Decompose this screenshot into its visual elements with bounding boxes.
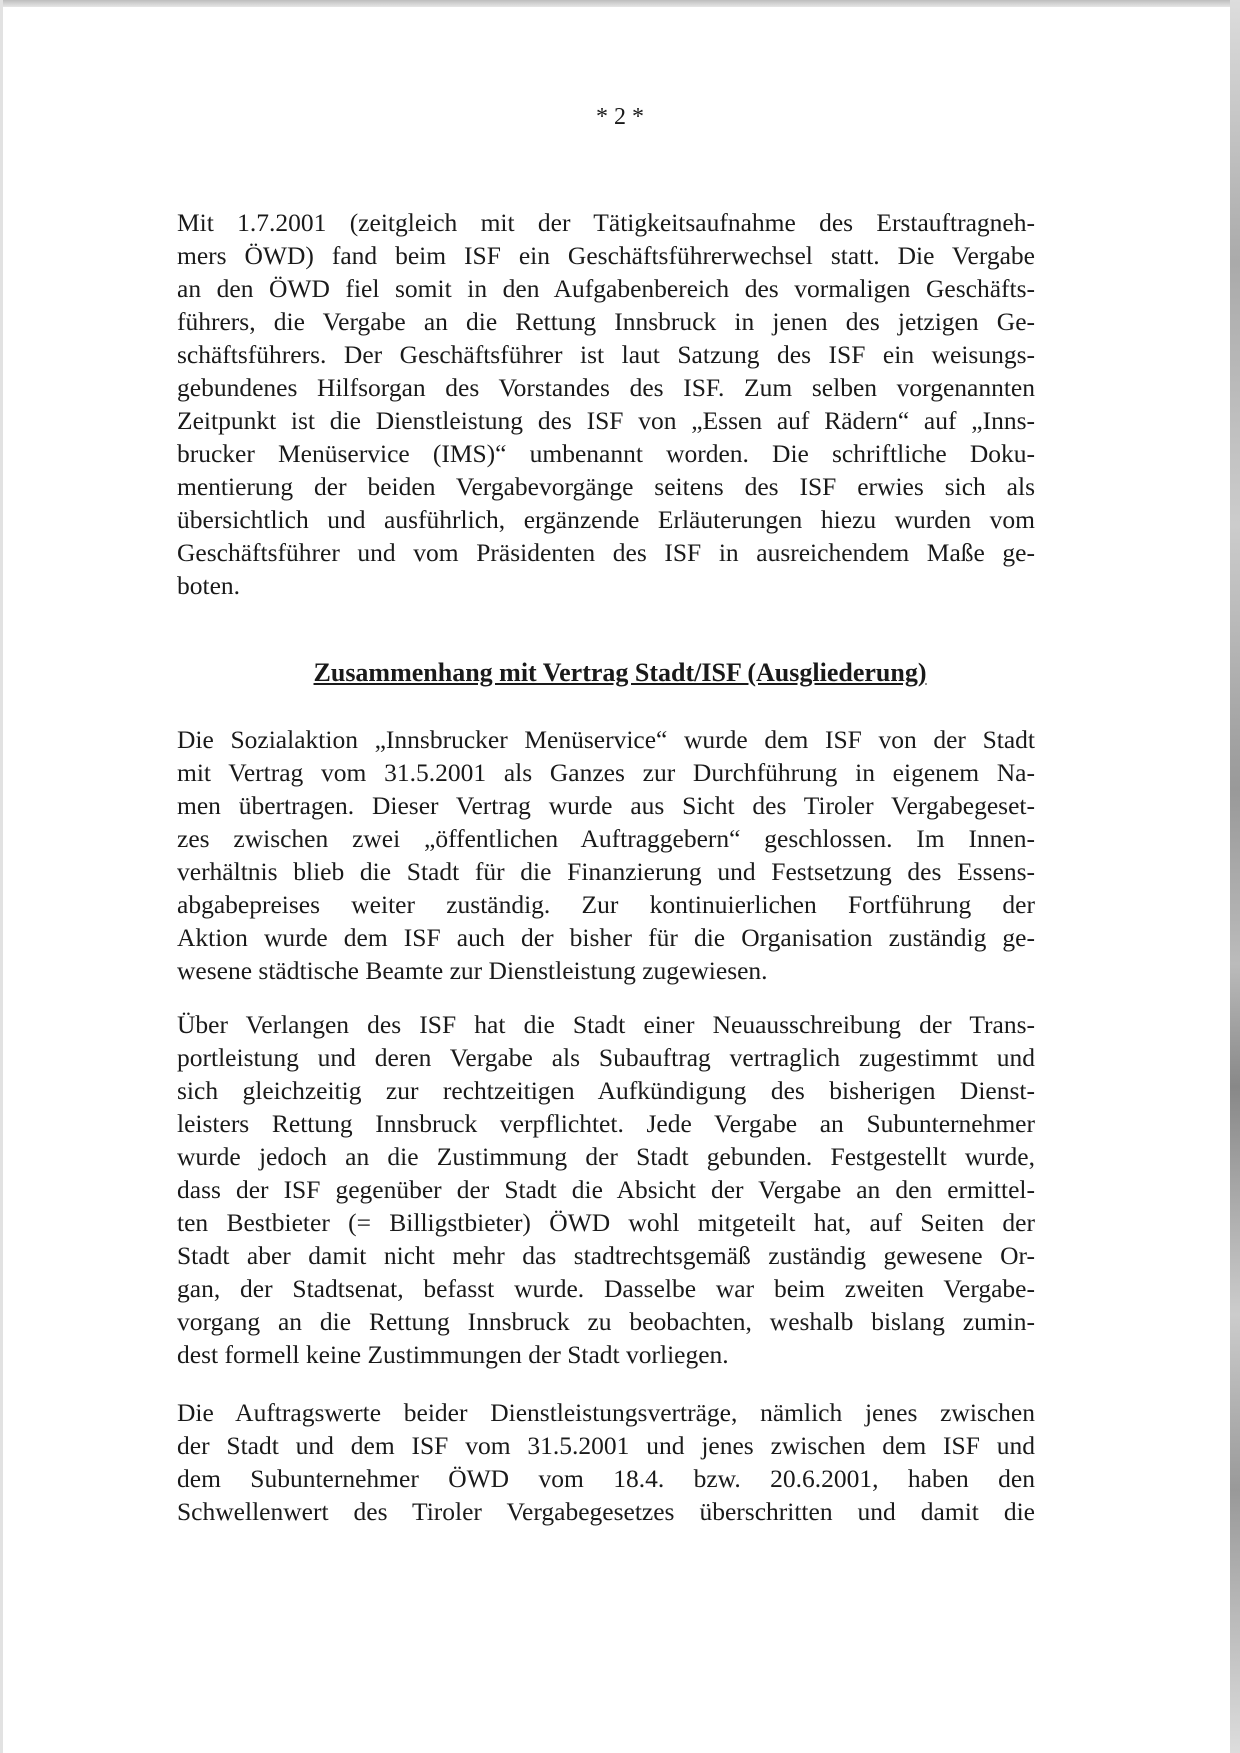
- text-line: Zeitpunkt ist die Dienstleistung des ISF von „Essen auf Rädern“ auf „Inns-: [177, 406, 1035, 435]
- text-line: Über Verlangen des ISF hat die Stadt einer Neuausschreibung der Trans-: [177, 1010, 1035, 1039]
- paragraph-4: [177, 1396, 1035, 1528]
- text-line: ten Bestbieter (= Billigstbieter) ÖWD wohl mitgeteilt hat, auf Seiten der: [177, 1208, 1035, 1237]
- text-line: Mit 1.7.2001 (zeitgleich mit der Tätigkeitsaufnahme des Erstauftragneh-: [177, 208, 1035, 237]
- scan-edge-top: [0, 0, 1240, 7]
- text-line: der Stadt und dem ISF vom 31.5.2001 und jenes zwischen dem ISF und: [177, 1431, 1035, 1460]
- text-line: an den ÖWD fiel somit in den Aufgabenbereich des vormaligen Geschäfts-: [177, 274, 1035, 303]
- text-line: abgabepreises weiter zuständig. Zur kontinuierlichen Fortführung der: [177, 890, 1035, 919]
- text-line: brucker Menüservice (IMS)“ umbenannt worden. Die schriftliche Doku-: [177, 439, 1035, 468]
- paragraph-3: [177, 1008, 1035, 1371]
- text-line: Aktion wurde dem ISF auch der bisher für die Organisation zuständig ge-: [177, 923, 1035, 952]
- text-line: übersichtlich und ausführlich, ergänzende Erläuterungen hiezu wurden vom: [177, 505, 1035, 534]
- text-line: Stadt aber damit nicht mehr das stadtrechtsgemäß zuständig gewesene Or-: [177, 1241, 1035, 1270]
- text-line: sich gleichzeitig zur rechtzeitigen Aufkündigung des bisherigen Dienst-: [177, 1076, 1035, 1105]
- text-line: Die Auftragswerte beider Dienstleistungsverträge, nämlich jenes zwischen: [177, 1398, 1035, 1427]
- text-line: verhältnis blieb die Stadt für die Finanzierung und Festsetzung des Essens-: [177, 857, 1035, 886]
- text-line: schäftsführers. Der Geschäftsführer ist laut Satzung des ISF ein weisungs-: [177, 340, 1035, 369]
- text-line: Die Sozialaktion „Innsbrucker Menüservice“ wurde dem ISF von der Stadt: [177, 725, 1035, 754]
- text-line: Schwellenwert des Tiroler Vergabegesetzes überschritten und damit die: [177, 1497, 1035, 1526]
- scan-edge-right: [1230, 0, 1240, 1753]
- paragraph-2: [177, 723, 1035, 987]
- text-line: gebundenes Hilfsorgan des Vorstandes des ISF. Zum selben vorgenannten: [177, 373, 1035, 402]
- text-line: zes zwischen zwei „öffentlichen Auftraggebern“ geschlossen. Im Innen-: [177, 824, 1035, 853]
- scan-edge-left: [0, 0, 3, 1753]
- text-line: vorgang an die Rettung Innsbruck zu beobachten, weshalb bislang zumin-: [177, 1307, 1035, 1336]
- text-line: dest formell keine Zustimmungen der Stadt vorliegen.: [177, 1340, 729, 1369]
- section-heading: Zusammenhang mit Vertrag Stadt/ISF (Ausgliederung): [313, 658, 927, 687]
- text-line: Geschäftsführer und vom Präsidenten des ISF in ausreichendem Maße ge-: [177, 538, 1035, 567]
- text-line: führers, die Vergabe an die Rettung Innsbruck in jenen des jetzigen Ge-: [177, 307, 1035, 336]
- text-line: gan, der Stadtsenat, befasst wurde. Dasselbe war beim zweiten Vergabe-: [177, 1274, 1035, 1303]
- text-line: dass der ISF gegenüber der Stadt die Absicht der Vergabe an den ermittel-: [177, 1175, 1035, 1204]
- text-line: mit Vertrag vom 31.5.2001 als Ganzes zur Durchführung in eigenem Na-: [177, 758, 1035, 787]
- text-line: wurde jedoch an die Zustimmung der Stadt gebunden. Festgestellt wurde,: [177, 1142, 1035, 1171]
- text-line: mentierung der beiden Vergabevorgänge seitens des ISF erwies sich als: [177, 472, 1035, 501]
- text-line: leisters Rettung Innsbruck verpflichtet. Jede Vergabe an Subunternehmer: [177, 1109, 1035, 1138]
- text-line: men übertragen. Dieser Vertrag wurde aus Sicht des Tiroler Vergabegeset-: [177, 791, 1035, 820]
- paragraph-1: [177, 206, 1035, 602]
- text-line: wesene städtische Beamte zur Dienstleistung zugewiesen.: [177, 956, 768, 985]
- text-line: portleistung und deren Vergabe als Subauftrag vertraglich zugestimmt und: [177, 1043, 1035, 1072]
- text-line: mers ÖWD) fand beim ISF ein Geschäftsführerwechsel statt. Die Vergabe: [177, 241, 1035, 270]
- text-line: boten.: [177, 571, 241, 600]
- text-line: dem Subunternehmer ÖWD vom 18.4. bzw. 20.6.2001, haben den: [177, 1464, 1035, 1493]
- page-number: * 2 *: [596, 104, 644, 130]
